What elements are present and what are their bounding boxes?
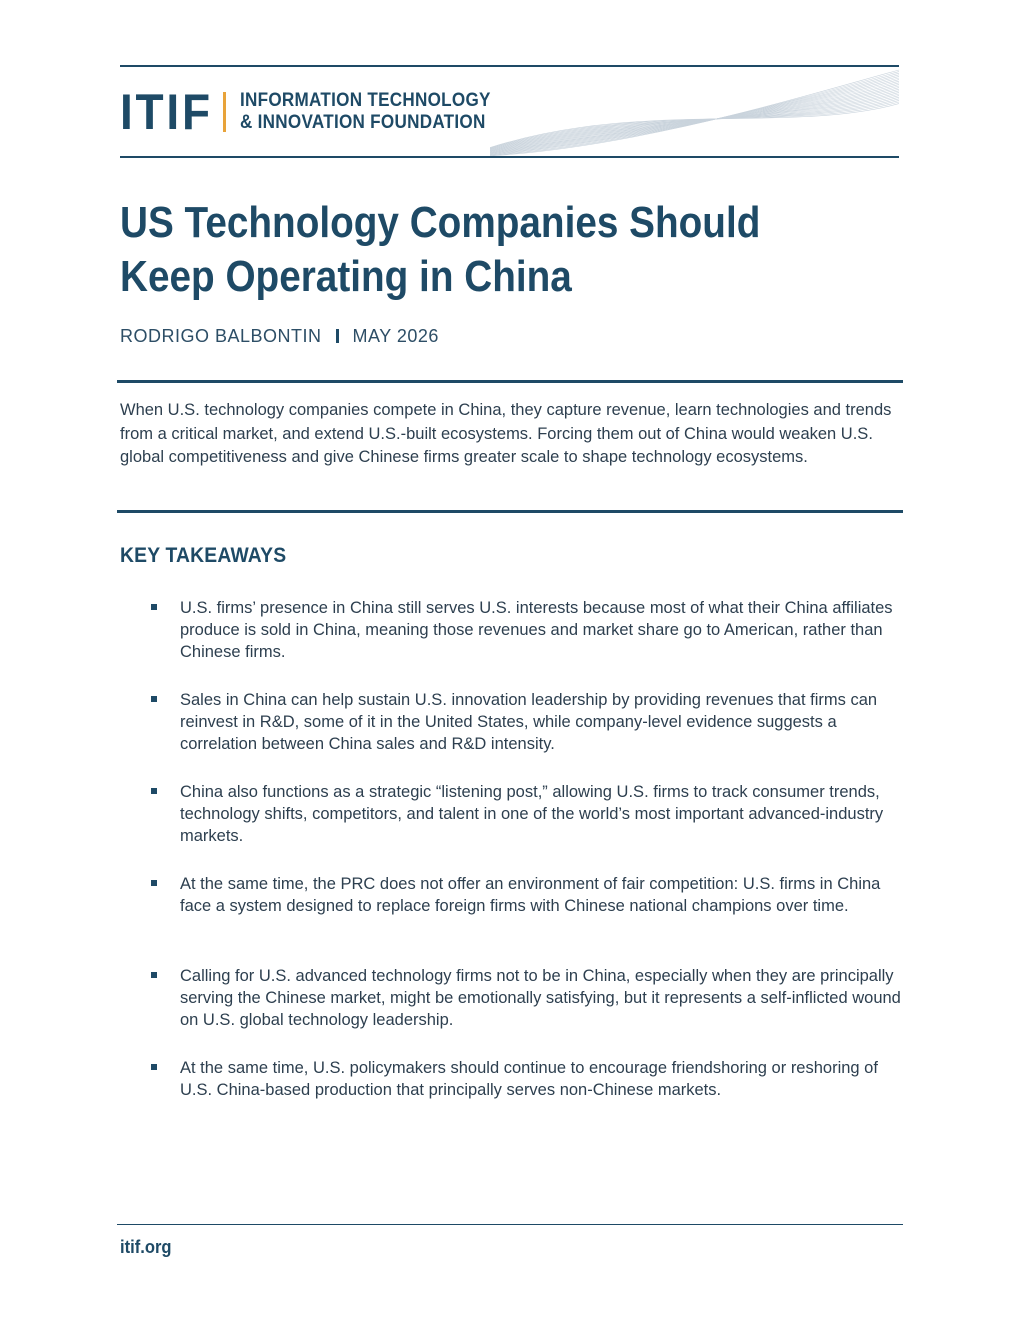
org-name-line2: & INNOVATION FOUNDATION bbox=[240, 112, 486, 133]
takeaway-text: At the same time, U.S. policymakers should continue to encourage friendshoring or reshoring of U.S. China-based production that principally serves non-Chinese markets. bbox=[180, 1059, 878, 1099]
author-name: RODRIGO BALBONTIN bbox=[120, 326, 322, 346]
footer-rule bbox=[117, 1224, 903, 1225]
publication-date: MAY 2026 bbox=[352, 326, 439, 346]
square-bullet-icon bbox=[151, 972, 157, 978]
square-bullet-icon bbox=[151, 604, 157, 610]
summary-top-rule bbox=[117, 380, 903, 383]
takeaway-text: China also functions as a strategic “listening post,” allowing U.S. firms to track consumer trends, technology shifts, competitors, and talent in one of the world’s most important advanced-industry markets. bbox=[180, 783, 884, 845]
header-logo-band bbox=[120, 66, 899, 158]
header-bottom-rule bbox=[120, 156, 899, 158]
square-bullet-icon bbox=[151, 880, 157, 886]
page-title: US Technology Companies Should Keep Operating in China bbox=[120, 198, 761, 301]
takeaway-text: At the same time, the PRC does not offer an environment of fair competition: U.S. firms in China face a system designed to replace foreign firms with Chinese national champions over time. bbox=[180, 875, 881, 915]
byline-separator bbox=[336, 329, 339, 343]
takeaway-text: Sales in China can help sustain U.S. innovation leadership by providing revenues that firms can reinvest in R&D, some of it in the United States, while company-level evidence suggests a correlation between China sales and R&D intensity. bbox=[180, 691, 878, 753]
key-takeaways-heading: KEY TAKEAWAYS bbox=[120, 544, 287, 567]
square-bullet-icon bbox=[151, 696, 157, 702]
summary-paragraph: When U.S. technology companies compete in China, they capture revenue, learn technologies and trends from a critical market, and extend U.S.-built ecosystems. Forcing them out of China would weaken U.S. global competitiveness and give Chinese firms greater scale to shape technology ecosystems. bbox=[120, 401, 892, 466]
byline bbox=[120, 326, 439, 347]
org-name-line1: INFORMATION TECHNOLOGY bbox=[240, 90, 491, 111]
square-bullet-icon bbox=[151, 788, 157, 794]
decorative-wave-lines bbox=[490, 66, 899, 158]
summary-bottom-rule bbox=[117, 510, 903, 513]
takeaway-text: Calling for U.S. advanced technology firms not to be in China, especially when they are principally serving the Chinese market, might be emotionally satisfying, but it represents a self-inflicted wound on U.S. global technology leadership. bbox=[180, 967, 901, 1029]
footer-website-link[interactable]: itif.org bbox=[120, 1237, 172, 1257]
takeaway-text: U.S. firms’ presence in China still serves U.S. interests because most of what their China affiliates produce is sold in China, meaning those revenues and market share go to American, rather than Chinese firms. bbox=[180, 599, 893, 661]
org-name bbox=[240, 90, 491, 134]
itif-logo-mark: ITIF bbox=[120, 84, 213, 140]
square-bullet-icon bbox=[151, 1064, 157, 1070]
logo-divider-bar bbox=[223, 92, 226, 132]
